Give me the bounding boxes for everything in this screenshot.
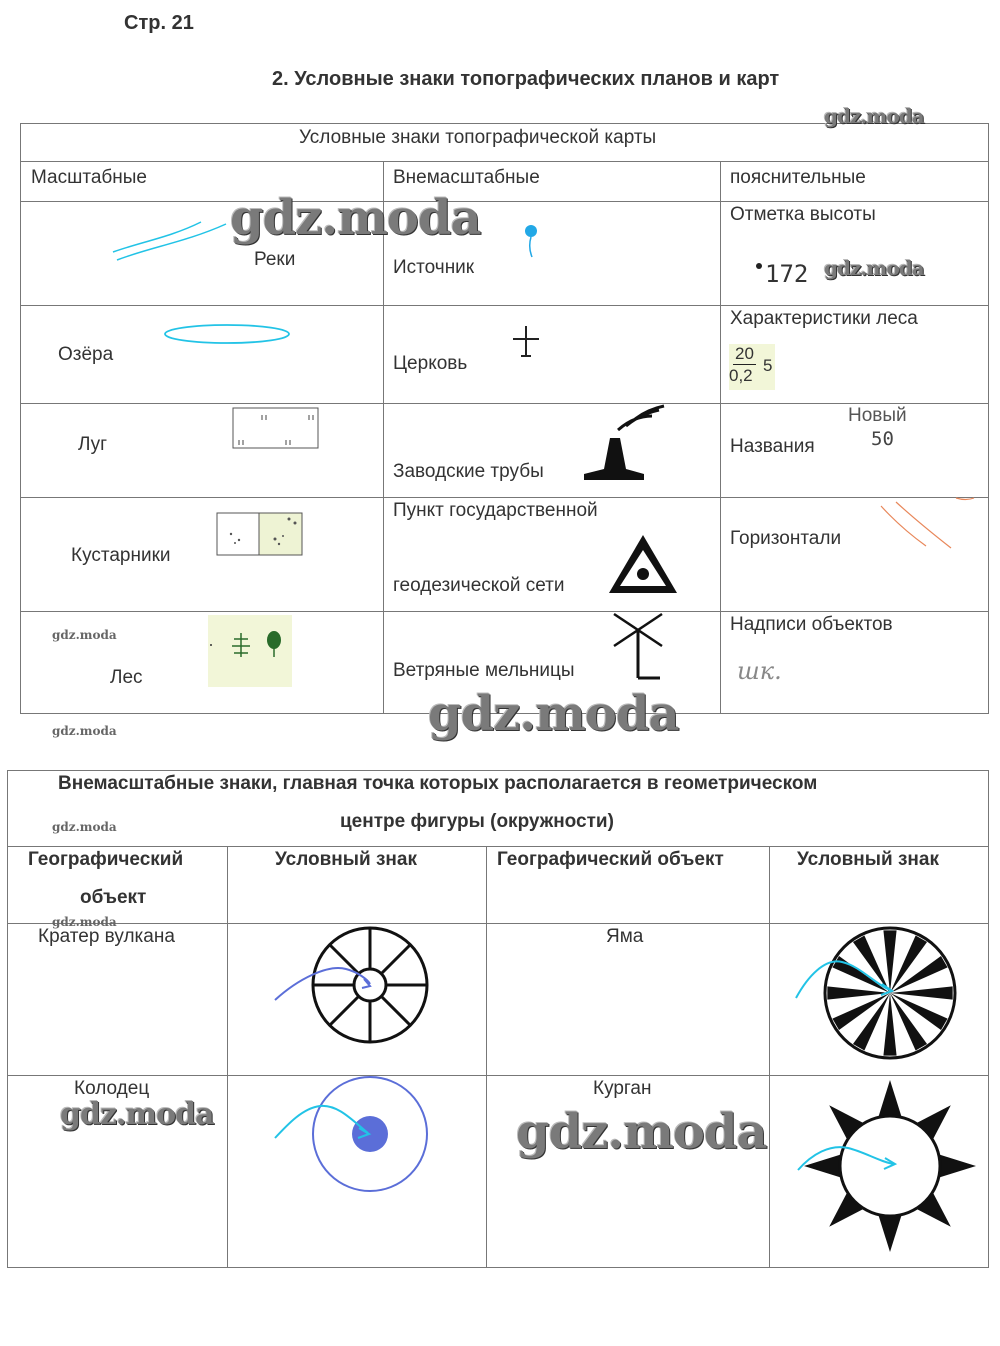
header-symbol-1: Условный знак (275, 849, 417, 870)
table1-caption: Условные знаки топографической карты (299, 127, 657, 148)
label-object-inscriptions: Надписи объектов (730, 614, 893, 635)
watermark: gdz.moda (52, 820, 117, 834)
kurgan-sign (770, 1076, 988, 1268)
header-geo-object-1a: Географический (28, 849, 184, 870)
table2-caption-line2: центре фигуры (окружности) (340, 811, 614, 832)
label-windmills: Ветряные мельницы (393, 660, 575, 681)
inscription-sample: шк. (737, 657, 782, 685)
volcano-crater-sign (228, 924, 486, 1076)
shrubs-sign (21, 498, 383, 612)
forest-char-bottom: 0,2 (729, 366, 753, 385)
header-offscale: Внемасштабные (393, 167, 540, 188)
watermark: gdz.moda (52, 915, 117, 929)
kurgan-ray (936, 1154, 976, 1179)
label-lakes: Озёра (58, 344, 114, 365)
header-scale: Масштабные (31, 167, 148, 188)
name-sample-word: Новый (848, 405, 907, 426)
church-sign (384, 306, 720, 404)
label-height-mark: Отметка высоты (730, 204, 876, 225)
label-spring: Источник (393, 257, 475, 278)
pit-sign (770, 924, 988, 1076)
header-geo-object-2: Географический объект (497, 849, 724, 870)
header-geo-object-1b: объект (80, 887, 147, 908)
label-rivers: Реки (254, 249, 296, 270)
header-symbol-2: Условный знак (797, 849, 939, 870)
label-volcano-crater: Кратер вулкана (38, 926, 175, 947)
label-contour-lines: Горизонтали (730, 528, 842, 549)
watermark: gdz.moda (60, 1097, 214, 1132)
forest-trees-icon (208, 615, 292, 687)
label-geodetic-point-2: геодезической сети (393, 575, 565, 596)
forest-char-right: 5 (763, 356, 773, 375)
meadow-sign (21, 404, 383, 498)
lake-sign (21, 306, 383, 404)
topo-signs-table (20, 123, 989, 714)
label-geodetic-point-1: Пункт государственной (393, 500, 598, 521)
label-church: Церковь (393, 353, 468, 374)
label-forest-characteristics: Характеристики леса (730, 308, 918, 329)
height-mark-value: 172 (765, 260, 809, 288)
label-forest: Лес (110, 667, 143, 688)
forest-char-sign (729, 344, 775, 390)
kurgan-ray (878, 1212, 903, 1252)
geometric-center-signs-table (7, 770, 989, 1268)
watermark: gdz.moda (516, 1104, 767, 1160)
factory-chimney-sign (384, 404, 720, 498)
well-sign (228, 1076, 486, 1268)
kurgan-ray (804, 1154, 844, 1179)
forest-char-top: 20 (735, 344, 754, 363)
height-mark-dot (721, 202, 988, 306)
page-number: Стр. 21 (124, 12, 194, 34)
watermark: gdz.moda (824, 256, 924, 280)
contour-lines-sign (721, 498, 988, 612)
name-sample-number: 50 (871, 428, 894, 450)
label-kurgan: Курган (593, 1078, 652, 1099)
label-shrubs: Кустарники (71, 545, 171, 566)
table2-caption-line1: Внемасштабные знаки, главная точка которых располагается в геометрическом (58, 773, 818, 794)
label-names: Названия (730, 436, 815, 457)
label-meadow: Луг (78, 434, 108, 455)
task-title: 2. Условные знаки топографических планов и карт (272, 68, 780, 90)
table1-caption-cell (21, 124, 989, 162)
label-factory-chimneys: Заводские трубы (393, 461, 544, 482)
watermark: gdz.moda (428, 686, 679, 742)
label-well: Колодец (74, 1078, 150, 1099)
watermark: gdz.moda (52, 628, 117, 642)
kurgan-ray (878, 1080, 903, 1120)
forest-sign (208, 615, 292, 687)
header-explanatory: пояснительные (730, 167, 866, 188)
label-pit: Яма (606, 926, 644, 947)
watermark: gdz.moda (230, 190, 481, 246)
watermark: gdz.moda (824, 104, 924, 128)
watermark: gdz.moda (52, 724, 117, 738)
geodetic-point-sign (384, 498, 720, 612)
